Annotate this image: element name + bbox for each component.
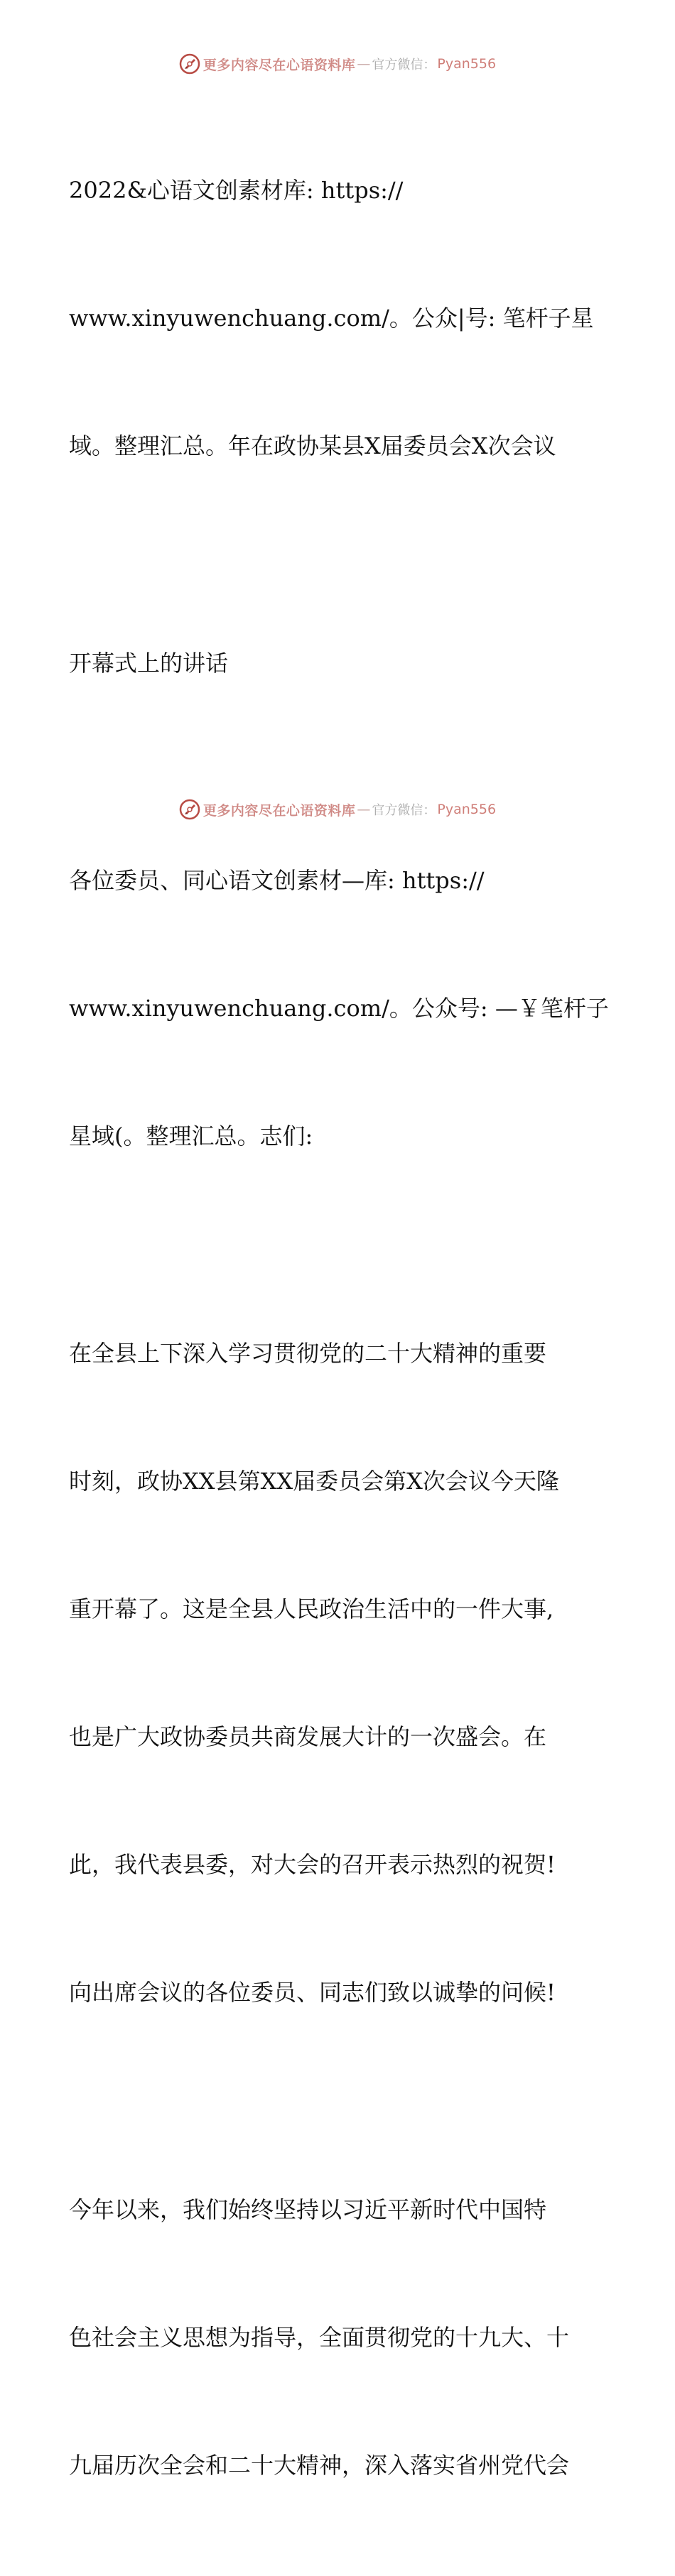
paragraph-1 [69, 84, 609, 552]
text-line: 也是广大政协委员共商发展大计的一次盛会。在 [69, 1723, 547, 1750]
banner-wechat-id: Pyan556 [437, 56, 497, 72]
paragraph-4 [69, 1247, 609, 2099]
text-line: 重开幕了。这是全县人民政治生活中的一件大事, [69, 1595, 554, 1622]
paragraph-3-salutation [69, 774, 609, 1243]
text-line: 此，我代表县委，对大会的召开表示热烈的祝贺! [69, 1851, 556, 1878]
document-body [69, 84, 609, 2576]
text-line: 各位委员、同心语文创素材—库: https:// [69, 867, 485, 894]
text-line: 今年以来，我们始终坚持以习近平新时代中国特 [69, 2196, 547, 2223]
header-watermark-banner [0, 50, 675, 78]
banner-dash: — [357, 56, 371, 72]
footer-watermark-banner [0, 795, 675, 824]
text-line: 域。整理汇总。年在政协某县X届委员会X次会议 [69, 432, 556, 459]
text-line: 色社会主义思想为指导，全面贯彻党的十九大、十 [69, 2324, 570, 2351]
text-line: 时刻，政协XX县第XX届委员会第X次会议今天隆 [69, 1468, 559, 1495]
text-line: 2022&心语文创素材库: https:// [69, 177, 404, 204]
banner-wechat-label: 官方微信： [372, 58, 436, 72]
text-line: www.xinyuwenchuang.com/。公众|号: 笔杆子星 [69, 305, 594, 332]
brand-logo-icon [179, 53, 200, 75]
banner-main-text: 更多内容尽在心语资料库 [202, 57, 356, 73]
brand-logo-icon [179, 799, 200, 820]
text-line: 向出席会议的各位委员、同志们致以诚挚的问候! [69, 1979, 556, 2006]
paragraph-5 [69, 2103, 609, 2572]
banner-wechat-id: Pyan556 [437, 802, 497, 817]
banner-main-text: 更多内容尽在心语资料库 [202, 802, 356, 819]
banner-wechat-label: 官方微信： [372, 803, 436, 818]
text-line: 开幕式上的讲话 [69, 650, 229, 677]
paragraph-2-title [69, 557, 609, 770]
text-line: www.xinyuwenchuang.com/。公众号: —￥笔杆子 [69, 995, 609, 1022]
text-line: 在全县上下深入学习贯彻党的二十大精神的重要 [69, 1340, 547, 1367]
text-line: 九届历次全会和二十大精神，深入落实省州党代会 [69, 2452, 570, 2479]
banner-dash: — [357, 802, 371, 817]
text-line: 星域(。整理汇总。志们: [69, 1123, 313, 1150]
